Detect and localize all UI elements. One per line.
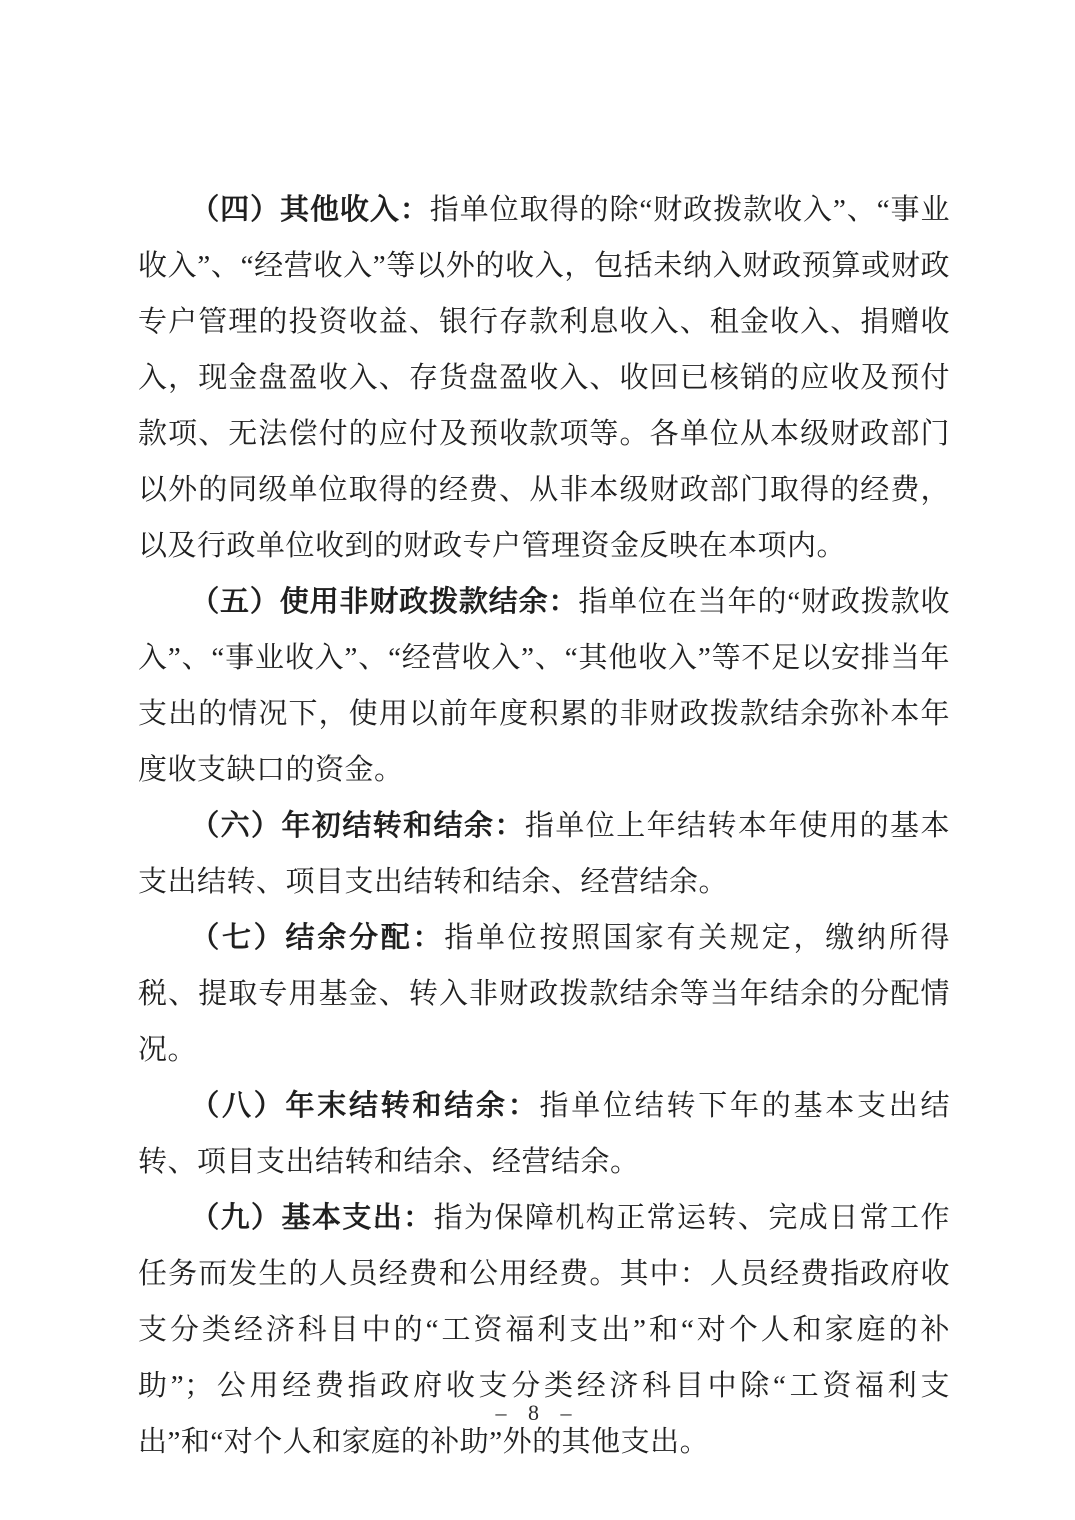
paragraph-beginning-year-carryover-text: 指单位上年结转本年使用的基本支出结转、项目支出结转和结余、经营结余。: [138, 810, 950, 898]
paragraph-beginning-year-carryover-lead: （六）年初结转和结余：: [190, 810, 525, 842]
paragraph-other-income: [138, 182, 950, 574]
paragraph-other-income-text: 指单位取得的除“财政拨款收入”、“事业收入”、“经营收入”等以外的收入，包括未纳入财政预算或财政专户管理的投资收益、银行存款利息收入、租金收入、捐赠收入，现金盘盈收入、存货盘盈收入、收回已核销的应收及预付款项、无法偿付的应付及预收款项等。各单位从本级财政部门以外的同级单位取得的经费、从非本级财政部门取得的经费，以及行政单位收到的财政专户管理资金反映在本项内。: [138, 194, 950, 562]
paragraph-surplus-distribution-lead: （七）结余分配：: [190, 922, 445, 954]
paragraph-year-end-carryover-text: 指单位结转下年的基本支出结转、项目支出结转和结余、经营结余。: [138, 1090, 950, 1178]
paragraph-use-of-non-fiscal-carryover: [138, 574, 950, 798]
paragraph-beginning-year-carryover: [138, 798, 950, 910]
paragraph-basic-expenditure-lead: （九）基本支出：: [190, 1202, 434, 1234]
paragraph-basic-expenditure-text: 指为保障机构正常运转、完成日常工作任务而发生的人员经费和公用经费。其中：人员经费指政府收支分类经济科目中的“工资福利支出”和“对个人和家庭的补助”；公用经费指政府收支分类经济科目中除“工资福利支出”和“对个人和家庭的补助”外的其他支出。: [138, 1202, 950, 1458]
paragraph-year-end-carryover-lead: （八）年末结转和结余：: [190, 1090, 540, 1122]
page-number: – 8 –: [495, 1400, 580, 1425]
paragraph-other-income-lead: （四）其他收入：: [190, 194, 430, 226]
paragraph-use-of-non-fiscal-carryover-text: 指单位在当年的“财政拨款收入”、“事业收入”、“经营收入”、“其他收入”等不足以安排当年支出的情况下，使用以前年度积累的非财政拨款结余弥补本年度收支缺口的资金。: [138, 586, 950, 786]
paragraph-surplus-distribution: [138, 910, 950, 1078]
paragraph-basic-expenditure: [138, 1190, 950, 1470]
paragraph-surplus-distribution-text: 指单位按照国家有关规定，缴纳所得税、提取专用基金、转入非财政拨款结余等当年结余的分配情况。: [138, 922, 950, 1066]
document-body: [138, 182, 950, 1470]
paragraph-use-of-non-fiscal-carryover-lead: （五）使用非财政拨款结余：: [190, 586, 579, 618]
paragraph-year-end-carryover: [138, 1078, 950, 1190]
